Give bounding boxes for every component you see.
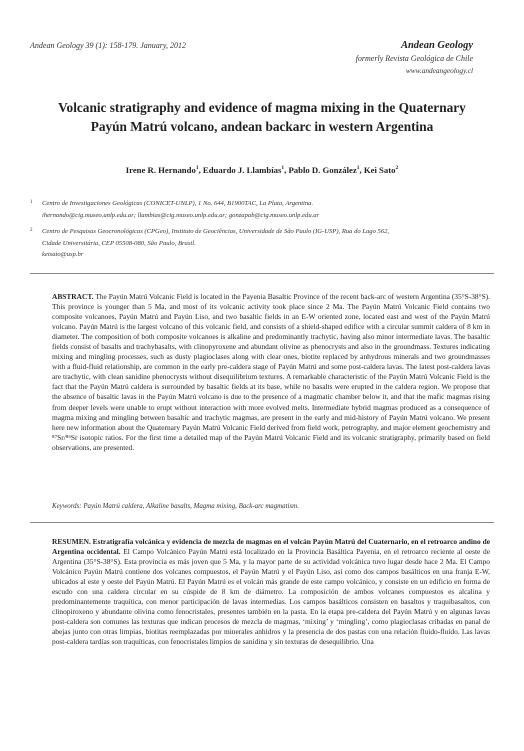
author-name: Kei Sato bbox=[363, 165, 396, 175]
affiliation-address-cont: Cidade Universitária, CEP 05508-080, São Paulo, Brasil. bbox=[42, 239, 196, 247]
resumen bbox=[52, 537, 490, 648]
affiliation-number: 1 bbox=[30, 200, 33, 205]
affiliation-2 bbox=[30, 226, 490, 249]
journal-name: Andean Geology bbox=[400, 40, 473, 51]
author-affil-mark: 1 bbox=[281, 165, 285, 172]
paper-title bbox=[40, 98, 484, 136]
author-name: Eduardo J. Llambías bbox=[202, 165, 282, 175]
affiliation-number: 2 bbox=[30, 228, 33, 233]
author-list: Irene R. Hernando$^1$, Eduardo J. Llambías$^1$, Pablo D. González$^1$, Kei Sato$^2$ bbox=[125, 165, 399, 175]
abstract-text: The Payún Matrú Volcanic Field is located in the Payenia Basaltic Province of the recent back-arc of western Argentina (35°S-38°S). This province is younger than 5 Ma, and most of its volcanic activity took place since 2 Ma. The Payún Matrú Volcanic Field contains two composite volcanoes, Payún Matrú and Payún Liso, and two basaltic fields in an E-W oriented zone, located east and west of the Payún Matrú volcano. Payún Matrú is the largest volcano of this volcanic field, and consists of a shield-shaped edifice with a circular summit caldera of 8 km in diameter. The composition of both composite volcanoes is alkaline and predominantly trachytic, having also minor intermediate lavas. The basaltic fields consist of basalts and trachybasalts, with clinopyroxene and abundant olivine as phenocrysts and also in the groundmass. Textures indicating mixing and mingling processes, such as dusty plagioclases along with clear ones, biotite replaced by anhydrous minerals and two groundmasses with a fluid-fluid relationship, are common in the early pre-caldera stage of Payún Matrú and some post-caldera lavas. The latest post-caldera lavas are trachytic, with clean sanidine phenocrysts without disequilibrium textures. A remarkable characteristic of the Payún Matrú Volcanic Field is the fact that the Payún Matrú caldera is surrounded by basaltic fields at its base, while no basalts were erupted in the caldera region. We propose that the absence of basaltic lavas in the Payún Matrú volcano is due to the presence of a magmatic chamber below it, and that the mafic magmas rising from deeper levels were unable to erupt without interaction with more evolved melts. Intermediate hybrid magmas produced as a consequence of magma mixing and mingling between basaltic and trachytic magmas, are present in the early and mid-history of Payún Matrú volcano. We present here new information about the Quaternary Payún Matrú Volcanic Field derived from field work, petrography, and major element geochemistry and ⁸⁷Sr/⁸⁶Sr isotopic ratios. For the first time a detailed map of the Payún Matrú Volcanic Field and its volcanic stratigraphy, primarily based on field observations, are presented. bbox=[52, 292, 490, 452]
affiliation-1 bbox=[30, 198, 490, 221]
journal-website[interactable]: www.andeangeology.cl bbox=[405, 66, 473, 75]
resumen-heading: RESUMEN. Estratigrafía volcánica y evidencia de mezcla de magmas en el volcán Payún Matrú del Cuaternario, en el retroarco andino de Argentina occidental. bbox=[52, 537, 490, 557]
journal-formerly: formerly Revista Geológica de Chile bbox=[355, 54, 473, 63]
citation-line: Andean Geology 39 (1): 158-179. January, 2012 bbox=[30, 41, 186, 50]
journal-header bbox=[356, 40, 473, 75]
title-line-2: Payún Matrú volcano, andean backarc in western Argentina bbox=[90, 119, 434, 134]
title-line-1: Volcanic stratigraphy and evidence of magma mixing in the Quaternary bbox=[58, 100, 466, 115]
author-affil-mark: 1 bbox=[195, 165, 199, 172]
author-name: Pablo D. González bbox=[288, 165, 357, 175]
author-name: Irene R. Hernando bbox=[125, 165, 196, 175]
resumen-text: El Campo Volcánico Payún Matrú está localizado en la Provincia Basáltica Payenia, en el retroarco reciente al oeste de Argentina (35°S-38°S). Esta provincia es más joven que 5 Ma, y la mayor parte de su actividad volcánica tuvo lugar desde hace 2 Ma. El Campo Volcánico Payún Matrú contiene dos volcanes compuestos, el Payún Matrú y el Payún Liso, así como dos campos basálticos en una franja E-W, ubicados al este y oeste del Payún Matrú. El Payún Matrú es el volcán más grande de este campo volcánico, y consiste en un edificio en forma de escudo con una caldera circular en su cúspide de 8 km de diámetro. La composición de ambos volcanes compuestos es alcalina y predominantemente traquítica, con menor participación de lavas intermedias. Los campos basálticos consisten en basaltos y traquibasaltos, con clinopiroxeno y abundante olivina como fenocristales, presentes también en la pasta. En la etapa pre-caldera del Payún Matrú y en algunas lavas post-caldera son comunes las texturas que indican procesos de mezcla de magmas, ‘mixing’ y ‘mingling’, como plagioclasas cribadas en panal de abejas junto con otras limpias, biotitas reemplazadas por minerales anhidros y la presencia de dos pastas con una relación fluido-fluido. Las lavas post-caldera tardías son traquíticas, con fenocristales limpios de sanidina y sin texturas de desequilibrio. Una bbox=[52, 547, 490, 647]
author-affil-mark: 1 bbox=[356, 165, 360, 172]
abstract-heading: ABSTRACT. bbox=[52, 292, 94, 301]
affiliation-emails[interactable]: ihernando@cig.museo.unlp.edu.ar; llambias@cig.museo.unlp.edu.ar; gonzapab@cig.museo.unlp.edu.ar bbox=[42, 211, 320, 219]
abstract bbox=[52, 292, 490, 453]
affiliation-address: Centro de Investigaciones Geológicas (CONICET-UNLP), 1 No. 644, B1900TAC, La Plata, Argentina. bbox=[42, 200, 314, 207]
affiliation-address: Centro de Pesquisas Geocronológicas (CPGeo), Instituto de Geociências, Universidade de São Paulo (IG-USP), Rua do Lago 562, bbox=[42, 228, 390, 235]
affiliation-2-email[interactable]: keisato@usp.br bbox=[42, 251, 84, 258]
divider bbox=[30, 522, 494, 523]
divider bbox=[30, 273, 494, 274]
author-affil-mark: 2 bbox=[395, 165, 399, 172]
keywords: Keywords: Payún Matrú caldera, Alkaline basalts, Magma mixing, Back-arc magmatism. bbox=[52, 503, 299, 510]
